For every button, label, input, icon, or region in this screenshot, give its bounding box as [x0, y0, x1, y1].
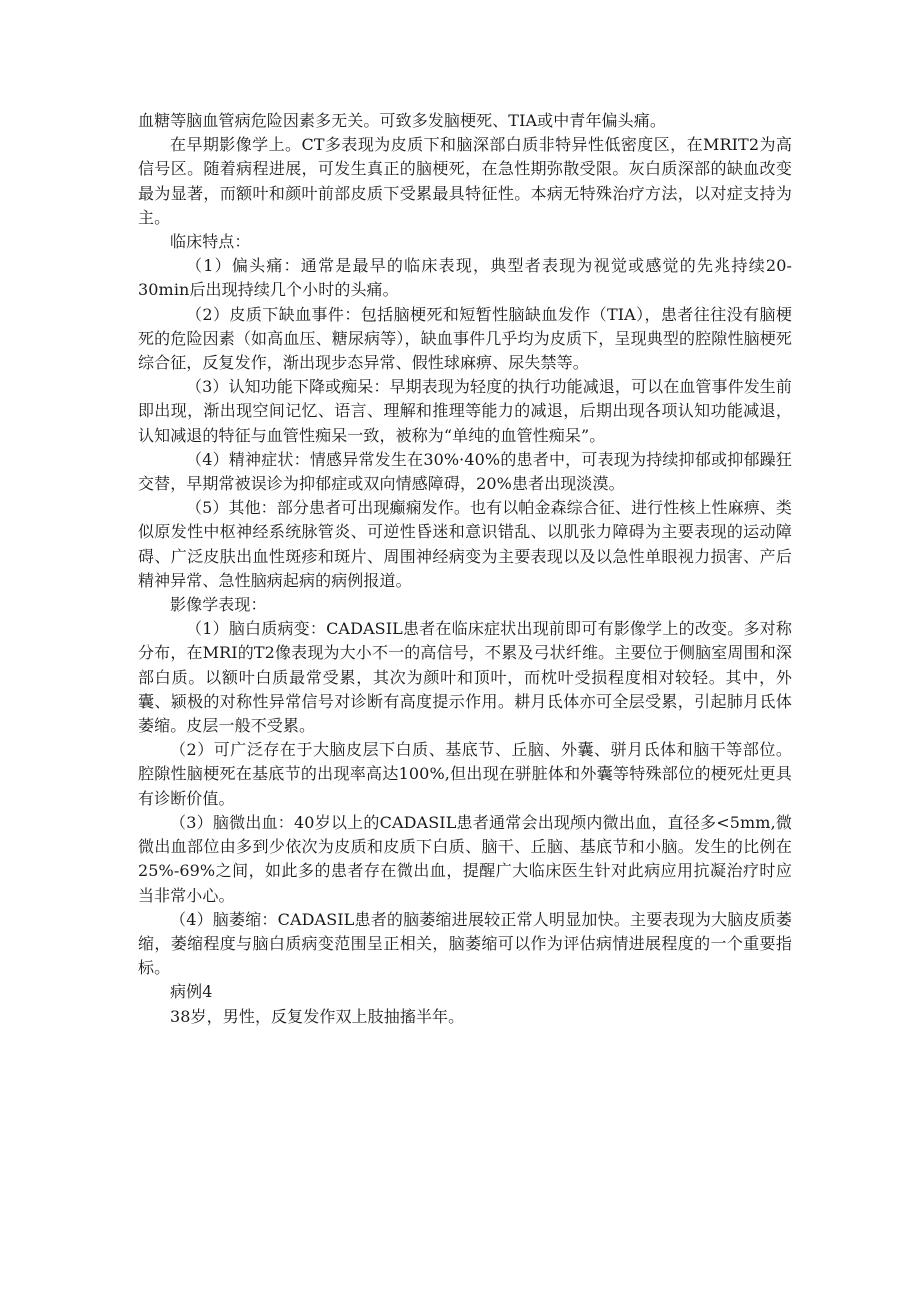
- heading-clinical-features: 临床特点：: [170, 232, 251, 252]
- paragraph-early-imaging: 在早期影像学上。CT多表现为皮质下和脑深部白质非特异性低密度区，在MRIT2为高信号区。随着病程进展，可发生真正的脑梗死，在急性期弥散受限。灰白质深部的缺血改变最为显著，而额叶和颜叶前部皮质下受累最具特征性。本病无特殊治疗方法，以对症支持为主。: [138, 135, 792, 227]
- imaging-item-atrophy: （4）脑萎缩：CADASIL患者的脑萎缩进展较正常人明显加快。主要表现为大脑皮质萎缩，萎缩程度与脑白质病变范围呈正相关，脑萎缩可以作为评估病情进展程度的一个重要指标。: [138, 909, 792, 978]
- imaging-item-white-matter: （1）脑白质病变：CADASIL患者在临床症状出现前即可有影像学上的改变。多对称分布，在MRI的T2像表现为大小不一的高信号，不累及弓状纤维。主要位于侧脑室周围和深部白质。以额叶白质最常受累，其次为颜叶和顶叶，而枕叶受损程度相对较轻。其中，外囊、颍极的对称性异常信号对诊断有高度提示作用。耕月氐体亦可全层受累，引起肺月氐体萎缩。皮层一般不受累。: [138, 619, 792, 736]
- clinical-item-psychiatric: （4）精神症状：情感异常发生在30%·40%的患者中，可表现为持续抑郁或抑郁躁狂交替，早期常被误诊为抑郁症或双向情感障碍，20%患者出现淡漠。: [138, 449, 792, 494]
- imaging-item-microbleeds: （3）脑微出血：40岁以上的CADASIL患者通常会出现颅内微出血，直径多<5mm,微微出血部位由多到少依次为皮质和皮质下白质、脑干、丘脑、基底节和小脑。发生的比例在25%-69%之间，如此多的患者存在微出血，提醒广大临床医生针对此病应用抗凝治疗时应当非常小心。: [138, 812, 792, 905]
- heading-case-4: 病例4: [170, 982, 213, 1002]
- paragraph-intro-risk: 血糖等脑血管病危险因素多无关。可致多发脑梗死、TIA或中青年偏头痛。: [138, 111, 666, 130]
- document-body: [138, 109, 792, 1029]
- clinical-item-ischemic-events: （2）皮质下缺血事件：包括脑梗死和短暂性脑缺血发作（TIA），患者往往没有脑梗死的危险因素（如高血压、糖尿病等），缺血事件几乎均为皮质下，呈现典型的腔隙性脑梗死综合征，反复发作，渐出现步态异常、假性球麻痹、尿失禁等。: [138, 304, 792, 373]
- clinical-item-cognitive-decline: （3）认知功能下降或痴呆：早期表现为轻度的执行功能减退，可以在血管事件发生前即出现，渐出现空间记忆、语言、理解和推理等能力的减退，后期出现各项认知功能减退，认知减退的特征与血管性痴呆一致，被称为“单纯的血管性痴呆”。: [138, 377, 792, 445]
- clinical-item-migraine: （1）偏头痛：通常是最早的临床表现，典型者表现为视觉或感觉的先兆持续20-30min后出现持续几个小时的头痛。: [138, 256, 792, 300]
- imaging-item-lacunar-infarcts: （2）可广泛存在于大脑皮层下白质、基底节、丘脑、外囊、骈月氐体和脑干等部位。腔隙性脑梗死在基底节的出现率高达100%,但出现在骈脏体和外囊等特殊部位的梗死灶更具有诊断价值。: [138, 740, 792, 808]
- case-4-description: 38岁，男性，反复发作双上肢抽搐半年。: [170, 1006, 465, 1026]
- clinical-item-other: （5）其他：部分患者可出现癫痫发作。也有以帕金森综合征、进行性核上性麻痹、类似原发性中枢神经系统脉管炎、可逆性昏迷和意识错乱、以肌张力障碍为主要表现的运动障碍、广泛皮肤出血性斑疹和斑片、周围神经病变为主要表现以及以急性单眼视力损害、产后精神异常、急性脑病起病的病例报道。: [138, 498, 792, 590]
- heading-imaging-findings: 影像学表现：: [170, 595, 267, 615]
